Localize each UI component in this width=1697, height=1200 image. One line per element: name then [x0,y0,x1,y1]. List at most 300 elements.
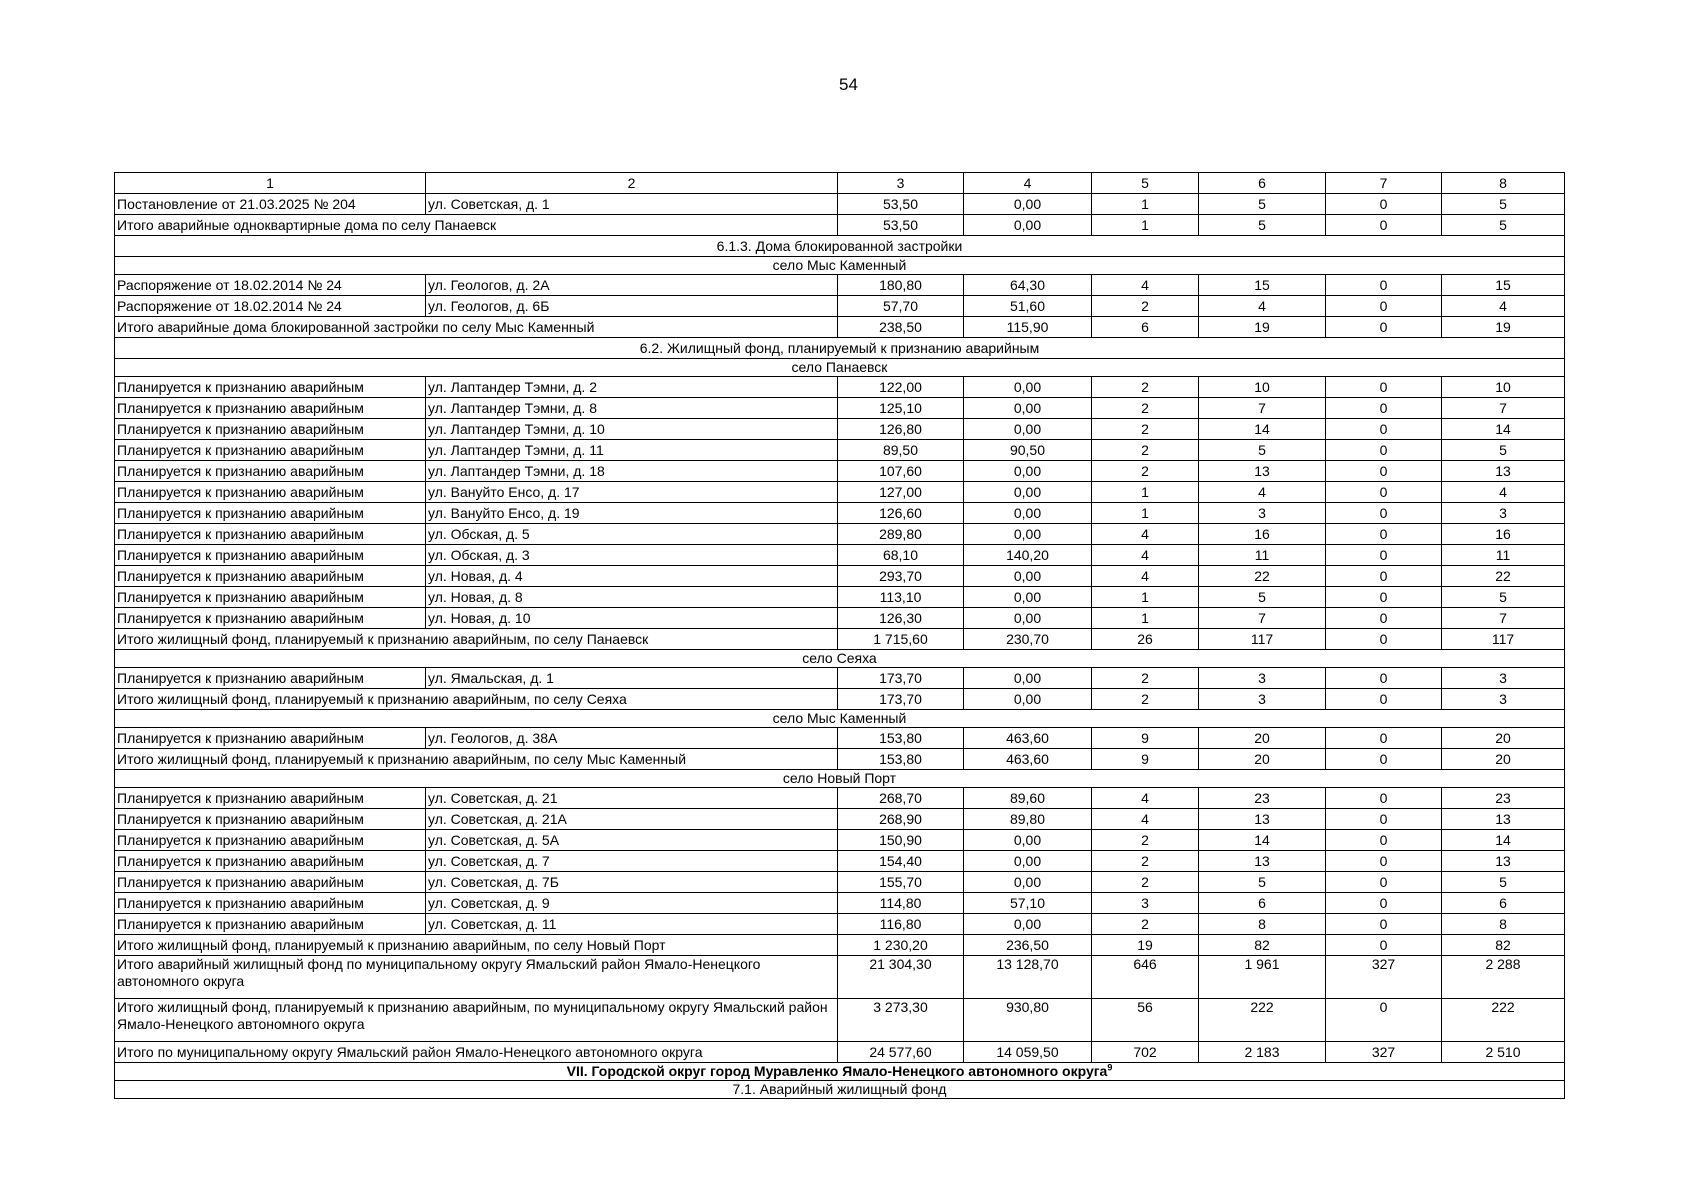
value-cell: 13 128,70 [964,956,1092,999]
address-cell: ул. Лаптандер Тэмни, д. 8 [426,398,838,419]
value-cell: 4 [1442,482,1565,503]
value-cell: 126,30 [838,608,964,629]
document-cell: Планируется к признанию аварийным [115,398,426,419]
total-label: Итого жилищный фонд, планируемый к признанию аварийным, по муниципальному округу Ямальский район Ямало-Ненецкого автономного округа [115,999,838,1042]
value-cell: 20 [1442,749,1565,770]
document-cell: Планируется к признанию аварийным [115,566,426,587]
total-row [115,999,1565,1042]
value-cell: 0 [1326,999,1442,1042]
value-cell: 126,60 [838,503,964,524]
total-label: Итого жилищный фонд, планируемый к признанию аварийным, по селу Панаевск [115,629,838,650]
value-cell: 7 [1199,608,1326,629]
section-heading-row [115,338,1565,359]
value-cell: 13 [1199,461,1326,482]
value-cell: 4 [1199,482,1326,503]
value-cell: 1 [1092,194,1199,215]
header-row [115,173,1565,194]
value-cell: 1 961 [1199,956,1326,999]
address-cell: ул. Лаптандер Тэмни, д. 18 [426,461,838,482]
table-row [115,524,1565,545]
value-cell: 4 [1092,566,1199,587]
table-row [115,893,1565,914]
value-cell: 2 [1092,440,1199,461]
value-cell: 2 [1092,914,1199,935]
value-cell: 15 [1442,275,1565,296]
value-cell: 56 [1092,999,1199,1042]
value-cell: 0 [1326,482,1442,503]
value-cell: 6 [1442,893,1565,914]
value-cell: 1 [1092,215,1199,236]
value-cell: 22 [1199,566,1326,587]
document-cell: Планируется к признанию аварийным [115,728,426,749]
document-cell: Распоряжение от 18.02.2014 № 24 [115,275,426,296]
table-row [115,398,1565,419]
address-cell: ул. Советская, д. 21А [426,809,838,830]
value-cell: 150,90 [838,830,964,851]
value-cell: 24 577,60 [838,1042,964,1063]
value-cell: 23 [1442,788,1565,809]
total-row [115,317,1565,338]
value-cell: 2 [1092,668,1199,689]
value-cell: 140,20 [964,545,1092,566]
value-cell: 89,80 [964,809,1092,830]
value-cell: 114,80 [838,893,964,914]
value-cell: 1 [1092,482,1199,503]
document-cell: Планируется к признанию аварийным [115,440,426,461]
table-row [115,587,1565,608]
value-cell: 68,10 [838,545,964,566]
value-cell: 4 [1199,296,1326,317]
value-cell: 0 [1326,419,1442,440]
value-cell: 3 [1442,689,1565,710]
district-heading [115,1063,1565,1081]
value-cell: 64,30 [964,275,1092,296]
value-cell: 0 [1326,809,1442,830]
value-cell: 4 [1092,275,1199,296]
value-cell: 7 [1442,608,1565,629]
value-cell: 20 [1199,749,1326,770]
value-cell: 107,60 [838,461,964,482]
value-cell: 0,00 [964,851,1092,872]
value-cell: 2 [1092,398,1199,419]
value-cell: 117 [1199,629,1326,650]
value-cell: 0,00 [964,608,1092,629]
value-cell: 0,00 [964,830,1092,851]
address-cell: ул. Советская, д. 5А [426,830,838,851]
section-heading-row [115,236,1565,257]
value-cell: 1 [1092,587,1199,608]
value-cell: 117 [1442,629,1565,650]
address-cell: ул. Новая, д. 8 [426,587,838,608]
document-cell: Планируется к признанию аварийным [115,503,426,524]
value-cell: 0,00 [964,461,1092,482]
address-cell: ул. Новая, д. 10 [426,608,838,629]
document-cell: Планируется к признанию аварийным [115,377,426,398]
value-cell: 0,00 [964,503,1092,524]
table-row [115,914,1565,935]
total-row [115,629,1565,650]
value-cell: 1 [1092,608,1199,629]
value-cell: 0,00 [964,524,1092,545]
value-cell: 1 715,60 [838,629,964,650]
value-cell: 20 [1442,728,1565,749]
value-cell: 5 [1199,872,1326,893]
locality-heading: село Новый Порт [115,770,1565,788]
value-cell: 0 [1326,194,1442,215]
value-cell: 5 [1442,587,1565,608]
value-cell: 0 [1326,503,1442,524]
value-cell: 327 [1326,1042,1442,1063]
value-cell: 5 [1199,215,1326,236]
table-row [115,275,1565,296]
value-cell: 173,70 [838,668,964,689]
value-cell: 113,10 [838,587,964,608]
table-row [115,545,1565,566]
value-cell: 0 [1326,377,1442,398]
value-cell: 2 [1092,461,1199,482]
table-row [115,728,1565,749]
table-row [115,872,1565,893]
document-cell: Планируется к признанию аварийным [115,893,426,914]
value-cell: 116,80 [838,914,964,935]
value-cell: 646 [1092,956,1199,999]
value-cell: 14 059,50 [964,1042,1092,1063]
document-cell: Планируется к признанию аварийным [115,461,426,482]
document-cell: Планируется к признанию аварийным [115,482,426,503]
address-cell: ул. Ямальская, д. 1 [426,668,838,689]
header-cell: 7 [1326,173,1442,194]
header-cell: 5 [1092,173,1199,194]
value-cell: 115,90 [964,317,1092,338]
locality-heading-row [115,650,1565,668]
value-cell: 5 [1442,872,1565,893]
value-cell: 2 183 [1199,1042,1326,1063]
locality-heading: село Сеяха [115,650,1565,668]
value-cell: 153,80 [838,749,964,770]
value-cell: 23 [1199,788,1326,809]
section-heading: 6.1.3. Дома блокированной застройки [115,236,1565,257]
value-cell: 51,60 [964,296,1092,317]
address-cell: ул. Геологов, д. 38А [426,728,838,749]
table-row [115,809,1565,830]
locality-heading: село Мыс Каменный [115,710,1565,728]
value-cell: 222 [1442,999,1565,1042]
value-cell: 2 [1092,296,1199,317]
header-cell: 3 [838,173,964,194]
value-cell: 0 [1326,668,1442,689]
footnote-marker: 9 [1107,1062,1113,1073]
total-row [115,1042,1565,1063]
value-cell: 153,80 [838,728,964,749]
table-row [115,377,1565,398]
document-cell: Планируется к признанию аварийным [115,788,426,809]
value-cell: 82 [1442,935,1565,956]
total-label: Итого жилищный фонд, планируемый к признанию аварийным, по селу Мыс Каменный [115,749,838,770]
table-row [115,194,1565,215]
value-cell: 2 288 [1442,956,1565,999]
locality-heading: 7.1. Аварийный жилищный фонд [115,1081,1565,1099]
value-cell: 122,00 [838,377,964,398]
value-cell: 0 [1326,398,1442,419]
total-label: Итого жилищный фонд, планируемый к признанию аварийным, по селу Сеяха [115,689,838,710]
value-cell: 2 [1092,872,1199,893]
value-cell: 53,50 [838,215,964,236]
address-cell: ул. Обская, д. 3 [426,545,838,566]
value-cell: 20 [1199,728,1326,749]
value-cell: 3 [1199,503,1326,524]
value-cell: 463,60 [964,749,1092,770]
value-cell: 930,80 [964,999,1092,1042]
value-cell: 3 273,30 [838,999,964,1042]
table-row [115,566,1565,587]
address-cell: ул. Советская, д. 7Б [426,872,838,893]
total-row [115,215,1565,236]
value-cell: 21 304,30 [838,956,964,999]
value-cell: 26 [1092,629,1199,650]
value-cell: 10 [1199,377,1326,398]
housing-table [114,172,1565,1099]
total-label: Итого жилищный фонд, планируемый к признанию аварийным, по селу Новый Порт [115,935,838,956]
value-cell: 0 [1326,788,1442,809]
header-cell: 1 [115,173,426,194]
district-heading-text: VII. Городской округ город Муравленко Ямало-Ненецкого автономного округа [566,1063,1108,1079]
value-cell: 0 [1326,461,1442,482]
value-cell: 8 [1199,914,1326,935]
value-cell: 10 [1442,377,1565,398]
value-cell: 3 [1442,503,1565,524]
value-cell: 0,00 [964,668,1092,689]
value-cell: 19 [1092,935,1199,956]
header-cell: 8 [1442,173,1565,194]
value-cell: 702 [1092,1042,1199,1063]
value-cell: 0 [1326,851,1442,872]
address-cell: ул. Вануйто Енсо, д. 19 [426,503,838,524]
value-cell: 5 [1199,440,1326,461]
value-cell: 0 [1326,728,1442,749]
locality-heading-row [115,770,1565,788]
value-cell: 4 [1092,524,1199,545]
value-cell: 82 [1199,935,1326,956]
value-cell: 9 [1092,728,1199,749]
address-cell: ул. Советская, д. 9 [426,893,838,914]
value-cell: 11 [1199,545,1326,566]
table-row [115,788,1565,809]
value-cell: 154,40 [838,851,964,872]
total-row [115,956,1565,999]
value-cell: 1 230,20 [838,935,964,956]
total-label: Итого аварийные дома блокированной застройки по селу Мыс Каменный [115,317,838,338]
value-cell: 0 [1326,566,1442,587]
locality-heading-row [115,710,1565,728]
value-cell: 2 [1092,851,1199,872]
address-cell: ул. Обская, д. 5 [426,524,838,545]
value-cell: 268,90 [838,809,964,830]
document-cell: Планируется к признанию аварийным [115,524,426,545]
section-heading: 6.2. Жилищный фонд, планируемый к признанию аварийным [115,338,1565,359]
document-cell: Планируется к признанию аварийным [115,668,426,689]
value-cell: 0 [1326,296,1442,317]
value-cell: 0 [1326,629,1442,650]
value-cell: 6 [1199,893,1326,914]
address-cell: ул. Геологов, д. 6Б [426,296,838,317]
value-cell: 6 [1092,317,1199,338]
value-cell: 0 [1326,893,1442,914]
table-row [115,482,1565,503]
locality-heading-row [115,257,1565,275]
value-cell: 4 [1092,809,1199,830]
value-cell: 13 [1199,809,1326,830]
value-cell: 0 [1326,608,1442,629]
value-cell: 0 [1326,545,1442,566]
value-cell: 19 [1199,317,1326,338]
district-heading-row [115,1063,1565,1081]
value-cell: 14 [1442,419,1565,440]
value-cell: 125,10 [838,398,964,419]
value-cell: 15 [1199,275,1326,296]
table-row [115,503,1565,524]
value-cell: 238,50 [838,317,964,338]
value-cell: 5 [1442,440,1565,461]
document-cell: Распоряжение от 18.02.2014 № 24 [115,296,426,317]
value-cell: 3 [1199,668,1326,689]
value-cell: 289,80 [838,524,964,545]
locality-heading: село Мыс Каменный [115,257,1565,275]
address-cell: ул. Новая, д. 4 [426,566,838,587]
value-cell: 0 [1326,524,1442,545]
value-cell: 0 [1326,935,1442,956]
document-cell: Планируется к признанию аварийным [115,851,426,872]
value-cell: 0,00 [964,482,1092,503]
document-cell: Планируется к признанию аварийным [115,914,426,935]
table-row [115,440,1565,461]
value-cell: 0 [1326,587,1442,608]
value-cell: 3 [1092,893,1199,914]
value-cell: 9 [1092,749,1199,770]
table-row [115,608,1565,629]
value-cell: 0,00 [964,872,1092,893]
value-cell: 1 [1092,503,1199,524]
value-cell: 0 [1326,215,1442,236]
value-cell: 4 [1092,545,1199,566]
document-cell: Планируется к признанию аварийным [115,545,426,566]
value-cell: 57,70 [838,296,964,317]
value-cell: 0 [1326,872,1442,893]
value-cell: 14 [1442,830,1565,851]
value-cell: 3 [1442,668,1565,689]
locality-heading: село Панаевск [115,359,1565,377]
value-cell: 57,10 [964,893,1092,914]
total-label: Итого по муниципальному округу Ямальский район Ямало-Ненецкого автономного округа [115,1042,838,1063]
value-cell: 13 [1442,851,1565,872]
document-cell: Планируется к признанию аварийным [115,809,426,830]
value-cell: 4 [1092,788,1199,809]
value-cell: 180,80 [838,275,964,296]
header-cell: 6 [1199,173,1326,194]
value-cell: 8 [1442,914,1565,935]
value-cell: 155,70 [838,872,964,893]
value-cell: 2 [1092,377,1199,398]
value-cell: 13 [1442,809,1565,830]
address-cell: ул. Лаптандер Тэмни, д. 11 [426,440,838,461]
value-cell: 126,80 [838,419,964,440]
table-row [115,668,1565,689]
document-cell: Планируется к признанию аварийным [115,872,426,893]
value-cell: 90,50 [964,440,1092,461]
value-cell: 14 [1199,419,1326,440]
value-cell: 4 [1442,296,1565,317]
value-cell: 7 [1199,398,1326,419]
address-cell: ул. Советская, д. 1 [426,194,838,215]
value-cell: 16 [1442,524,1565,545]
value-cell: 0,00 [964,377,1092,398]
table-row [115,851,1565,872]
value-cell: 0 [1326,749,1442,770]
value-cell: 127,00 [838,482,964,503]
address-cell: ул. Лаптандер Тэмни, д. 2 [426,377,838,398]
value-cell: 5 [1442,194,1565,215]
address-cell: ул. Вануйто Енсо, д. 17 [426,482,838,503]
locality-heading-row [115,359,1565,377]
value-cell: 89,50 [838,440,964,461]
address-cell: ул. Советская, д. 11 [426,914,838,935]
value-cell: 0 [1326,317,1442,338]
value-cell: 0,00 [964,689,1092,710]
total-label: Итого аварийный жилищный фонд по муниципальному округу Ямальский район Ямало-Ненецкого автономного округа [115,956,838,999]
value-cell: 0,00 [964,566,1092,587]
total-row [115,689,1565,710]
document-cell: Постановление от 21.03.2025 № 204 [115,194,426,215]
value-cell: 11 [1442,545,1565,566]
value-cell: 3 [1199,689,1326,710]
table-row [115,830,1565,851]
total-row [115,749,1565,770]
value-cell: 7 [1442,398,1565,419]
document-cell: Планируется к признанию аварийным [115,419,426,440]
page-number: 54 [839,75,858,94]
value-cell: 327 [1326,956,1442,999]
value-cell: 16 [1199,524,1326,545]
value-cell: 53,50 [838,194,964,215]
document-cell: Планируется к признанию аварийным [115,608,426,629]
value-cell: 13 [1442,461,1565,482]
value-cell: 19 [1442,317,1565,338]
value-cell: 5 [1442,215,1565,236]
value-cell: 0 [1326,830,1442,851]
address-cell: ул. Советская, д. 7 [426,851,838,872]
value-cell: 0,00 [964,215,1092,236]
total-label: Итого аварийные одноквартирные дома по селу Панаевск [115,215,838,236]
value-cell: 22 [1442,566,1565,587]
value-cell: 0,00 [964,914,1092,935]
total-row [115,935,1565,956]
value-cell: 2 510 [1442,1042,1565,1063]
value-cell: 2 [1092,830,1199,851]
locality-heading-row [115,1081,1565,1099]
value-cell: 0 [1326,275,1442,296]
value-cell: 89,60 [964,788,1092,809]
value-cell: 0 [1326,689,1442,710]
value-cell: 463,60 [964,728,1092,749]
header-cell: 4 [964,173,1092,194]
value-cell: 0,00 [964,398,1092,419]
value-cell: 0,00 [964,587,1092,608]
value-cell: 268,70 [838,788,964,809]
value-cell: 2 [1092,419,1199,440]
table-row [115,461,1565,482]
value-cell: 222 [1199,999,1326,1042]
address-cell: ул. Советская, д. 21 [426,788,838,809]
value-cell: 173,70 [838,689,964,710]
